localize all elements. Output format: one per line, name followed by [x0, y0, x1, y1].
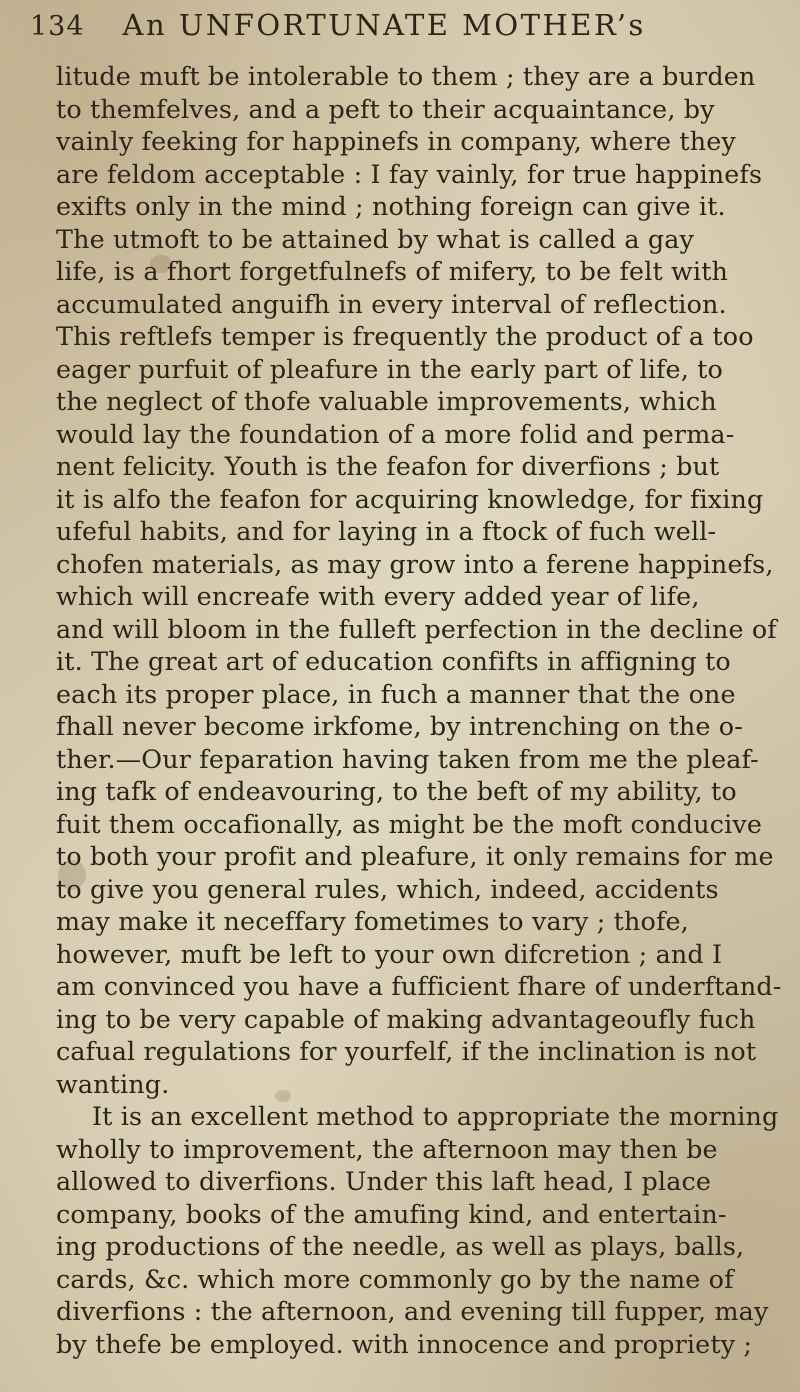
text-line: ing tafk of endeavouring, to the beft of my ability, to	[56, 776, 737, 806]
running-head: An UNFORTUNATE MOTHER’s	[122, 8, 646, 42]
text-line: however, muft be left to your own difcretion ; and I	[56, 938, 723, 969]
text-line: ther.—Our feparation having taken from me the pleaf-	[56, 743, 759, 774]
text-line: may make it neceffary fometimes to vary ; thofe,	[56, 906, 689, 936]
text-line: it. The great art of education confifts in affigning to	[56, 646, 731, 676]
text-line: am convinced you have a fufficient fhare of underftand-	[56, 971, 782, 1001]
text-line: by thefe be employed. with innocence and propriety ;	[56, 1328, 753, 1359]
text-line: cafual regulations for yourfelf, if the inclination is not	[56, 1036, 757, 1066]
text-line: ufeful habits, and for laying in a ftock of fuch well-	[56, 516, 717, 546]
text-line: to both your profit and pleafure, it only remains for me	[56, 841, 774, 871]
text-line: ing to be very capable of making advantageoufly fuch	[56, 1003, 756, 1034]
text-line: litude muft be intolerable to them ; they are a burden	[56, 61, 756, 91]
text-line: accumulated anguifh in every interval of reflection.	[56, 288, 727, 319]
text-line: each its proper place, in fuch a manner that the one	[56, 678, 736, 709]
text-line: It is an excellent method to appropriate the morning	[92, 1101, 779, 1131]
text-line: diverfions : the afternoon, and evening till fupper, may	[56, 1296, 769, 1326]
text-line: life, is a fhort forgetfulnefs of mifery, to be felt with	[56, 256, 729, 286]
text-line: are feldom acceptable : I fay vainly, for true happinefs	[56, 158, 763, 189]
text-line: vainly feeking for happinefs in company, where they	[56, 126, 736, 156]
text-line: fhall never become irkfome, by intrenching on the o-	[56, 711, 743, 741]
text-line: would lay the foundation of a more folid and perma-	[56, 418, 735, 449]
text-line: fuit them occafionally, as might be the moft conducive	[56, 808, 763, 839]
text-line: it is alfo the feafon for acquiring knowledge, for fixing	[56, 483, 764, 514]
text-line: eager purfuit of pleafure in the early part of life, to	[56, 353, 723, 384]
text-line: This reftlefs temper is frequently the product of a too	[56, 321, 754, 351]
text-line: company, books of the amufing kind, and entertain-	[56, 1198, 727, 1229]
text-line: ing productions of the needle, as well as plays, balls,	[56, 1231, 745, 1261]
text-line: The utmoft to be attained by what is called a gay	[56, 223, 695, 254]
text-line: chofen materials, as may grow into a ferene happinefs,	[56, 548, 774, 579]
text-line: nent felicity. Youth is the feafon for diverfions ; but	[56, 451, 720, 481]
text-line: which will encreafe with every added year of life,	[56, 581, 700, 611]
text-line: cards, &c. which more commonly go by the name of	[56, 1263, 734, 1294]
text-line: wholly to improvement, the afternoon may then be	[56, 1133, 718, 1164]
text-line: wanting.	[56, 1068, 170, 1099]
body-text	[56, 60, 786, 1360]
page-number: 134	[30, 11, 85, 42]
text-line: allowed to diverfions. Under this laft head, I place	[56, 1166, 712, 1196]
page-header	[30, 8, 770, 54]
text-line: to give you general rules, which, indeed, accidents	[56, 873, 719, 904]
text-line: and will bloom in the fulleft perfection in the decline of	[56, 613, 777, 644]
text-line: to themfelves, and a peft to their acquaintance, by	[56, 93, 715, 124]
text-line: exifts only in the mind ; nothing foreign can give it.	[56, 191, 726, 221]
text-line: the neglect of thofe valuable improvements, which	[56, 386, 717, 416]
